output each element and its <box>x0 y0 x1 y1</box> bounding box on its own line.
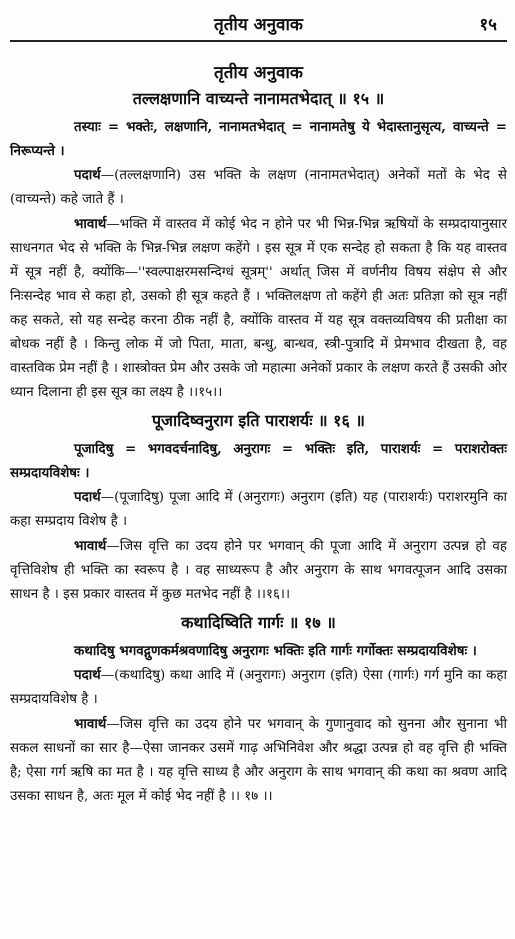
sutra-15-bhavartha <box>10 212 507 405</box>
bhavartha-label: भावार्थ <box>74 538 107 554</box>
bhavartha-text: —भक्ति में वास्तव में कोई भेद न होने पर भी भिन्न-भिन्न ऋषियों के सम्प्रदायानुसार साधनगत भेद से भक्ति के भिन्न-भिन्न लक्षण कहेंगे । इस सूत्र में एक सन्देह हो सकता है कि यह वास्तव में सूत्र नहीं है, क्योंकि—''स्वल्पाक्षरमसन्दिग्धं सूत्रम्'' अर्थात् जिस में वर्णनीय विषय संक्षेप से और निःसन्देह भाव से कहा हो, उसको ही सूत्र कहते हैं । भक्तिलक्षण तो कहेंगे ही अतः प्रतिज्ञा को सूत्र नहीं कह सकते, सो यह सन्देह करना ठीक नहीं है, क्योंकि वास्तव में यह सूत्र वक्तव्यविषय की प्रतीक्षा का बोधक नहीं है । किन्तु लोक में जो पिता, माता, बन्धु, बान्धव, स्त्री-पुत्रादि में प्रेमभाव दीखता है, वह वास्तविक प्रेम नहीं है । शास्त्रोक्त प्रेम और उसके जो महात्मा अनेकों प्रकार के लक्षण करते हैं उसकी ओर ध्यान दिलाना ही इस सूत्र का लक्ष्य है ।।१५।। <box>10 217 507 400</box>
padartha-text: —(कथादिषु) कथा आदि में (अनुरागः) अनुराग (इति) ऐसा (गार्गः) गर्ग मुनि का कहा सम्प्रदायविशेष है । <box>10 668 507 707</box>
padartha-label: पदार्थ <box>74 489 101 505</box>
sutra-17-padartha <box>10 663 507 712</box>
sutra-16-gloss: पूजादिषु = भगवदर्चनादिषु, अनुरागः = भक्तिः इति, पाराशर्यः = पराशरोक्तः सम्प्रदायविशेषः । <box>10 441 507 481</box>
padartha-text: —(पूजादिषु) पूजा आदि में (अनुरागः) अनुराग (इति) यह (पाराशर्यः) पराशरमुनि का कहा सम्प्रदाय विशेष है । <box>10 490 507 529</box>
sutra-15-gloss: तस्याः = भक्तेः, लक्षणानि, नानामतभेदात् = नानामतेषु ये भेदास्तानुसृत्य, वाच्यन्ते = निरूप्यन्ते । <box>10 119 507 159</box>
sutra-15-heading: तल्लक्षणानि वाच्यन्ते नानामतभेदात् ॥ १५ ॥ <box>132 89 385 108</box>
sutra-17-bhavartha <box>10 712 507 809</box>
bhavartha-label: भावार्थ <box>74 216 107 232</box>
page-number: १५ <box>479 15 497 35</box>
padartha-label: पदार्थ <box>74 667 101 683</box>
bhavartha-label: भावार्थ <box>74 716 107 732</box>
sutra-16-heading: पूजादिष्वनुराग इति पाराशर्यः ॥ १६ ॥ <box>152 411 365 430</box>
bhavartha-text: —जिस वृत्ति का उदय होने पर भगवान् की पूजा आदि में अनुराग उत्पन्न हो वह वृत्तिविशेष ही भक्ति का स्वरूप है । वह साध्यरूप है और अनुराग के साथ भगवत्पूजन आदि उसका साधन है । इस प्रकार वास्तव में कुछ मतभेद नहीं है ।।१६।। <box>10 539 507 602</box>
sutra-17-heading: कथादिष्विति गार्गः ॥ १७ ॥ <box>181 613 336 632</box>
sutra-16-bhavartha <box>10 534 507 607</box>
padartha-label: पदार्थ <box>74 167 101 183</box>
running-title: तृतीय अनुवाक <box>214 15 303 35</box>
padartha-text: —(तल्लक्षणानि) उस भक्ति के लक्षण (नानामतभेदात्) अनेकों मतों के भेद से (वाच्यन्ते) कहे जाते हैं । <box>10 168 507 207</box>
sutra-16-padartha <box>10 485 507 534</box>
sutra-17-gloss: कथादिषु भगवद्गुणकर्मश्रवणादिषु अनुरागः भक्तिः इति गार्गः गर्गोक्तः सम्प्रदायविशेषः । <box>74 643 477 659</box>
sutra-15-padartha <box>10 163 507 212</box>
section-title: तृतीय अनुवाक <box>214 63 303 83</box>
bhavartha-text: —जिस वृत्ति का उदय होने पर भगवान् के गुणानुवाद को सुनना और सुनाना भी सकल साधनों का सार है—ऐसा जानकर उसमें गाढ़ अभिनिवेश और श्रद्धा उत्पन्न हो वह वृत्ति ही भक्ति है; ऐसा गर्ग ऋषि का मत है । यह वृत्ति साध्य है और अनुराग के साथ भगवान् की कथा का श्रवण आदि उसका साधन है, अतः मूल में कोई भेद नहीं है ।। १७ ।। <box>10 717 507 804</box>
running-header <box>10 0 507 42</box>
